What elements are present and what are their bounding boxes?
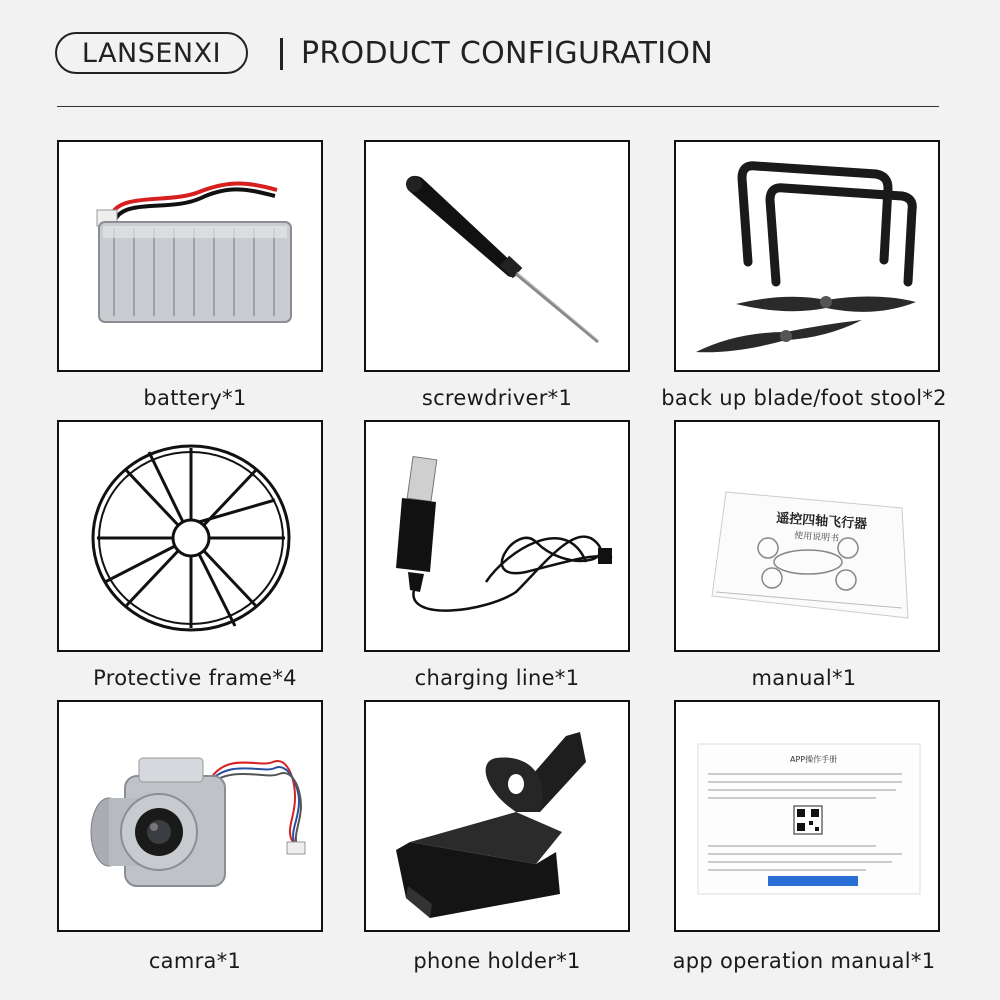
item-card-battery [57, 140, 323, 372]
item-label: camra*1 [148, 949, 242, 973]
item-card-manual [674, 420, 940, 652]
item-label: Protective frame*4 [93, 666, 297, 690]
screwdriver-icon [366, 142, 628, 370]
header-rule [57, 106, 939, 107]
item-card-camera [57, 700, 323, 932]
battery-icon [59, 142, 321, 370]
item-card-cable [364, 420, 630, 652]
title-divider [280, 38, 283, 70]
blades-footstool-icon [676, 142, 938, 370]
protective-frame-icon [59, 422, 321, 650]
phone-holder-icon [366, 702, 628, 930]
item-label: manual*1 [751, 666, 857, 690]
item-card-app-manual [674, 700, 940, 932]
item-label: battery*1 [143, 386, 247, 410]
usb-cable-icon [366, 422, 628, 650]
page-title: PRODUCT CONFIGURATION [301, 36, 714, 71]
item-label: phone holder*1 [413, 949, 581, 973]
app-manual-icon [676, 702, 938, 930]
manual-subtitle: 使用说明书 [793, 531, 840, 545]
item-card-blades [674, 140, 940, 372]
manual-icon [676, 422, 938, 650]
item-label: charging line*1 [414, 666, 580, 690]
item-label: screwdriver*1 [421, 386, 573, 410]
brand-logo: LANSENXI [55, 32, 248, 74]
item-card-holder [364, 700, 630, 932]
manual-title: 遥控四轴飞行器 [775, 511, 868, 533]
app-manual-title: APP操作手册 [790, 755, 838, 764]
item-card-frame [57, 420, 323, 652]
camera-icon [59, 702, 321, 930]
item-label: back up blade/foot stool*2 [661, 386, 947, 410]
item-label: app operation manual*1 [672, 949, 936, 973]
item-card-screwdriver [364, 140, 630, 372]
